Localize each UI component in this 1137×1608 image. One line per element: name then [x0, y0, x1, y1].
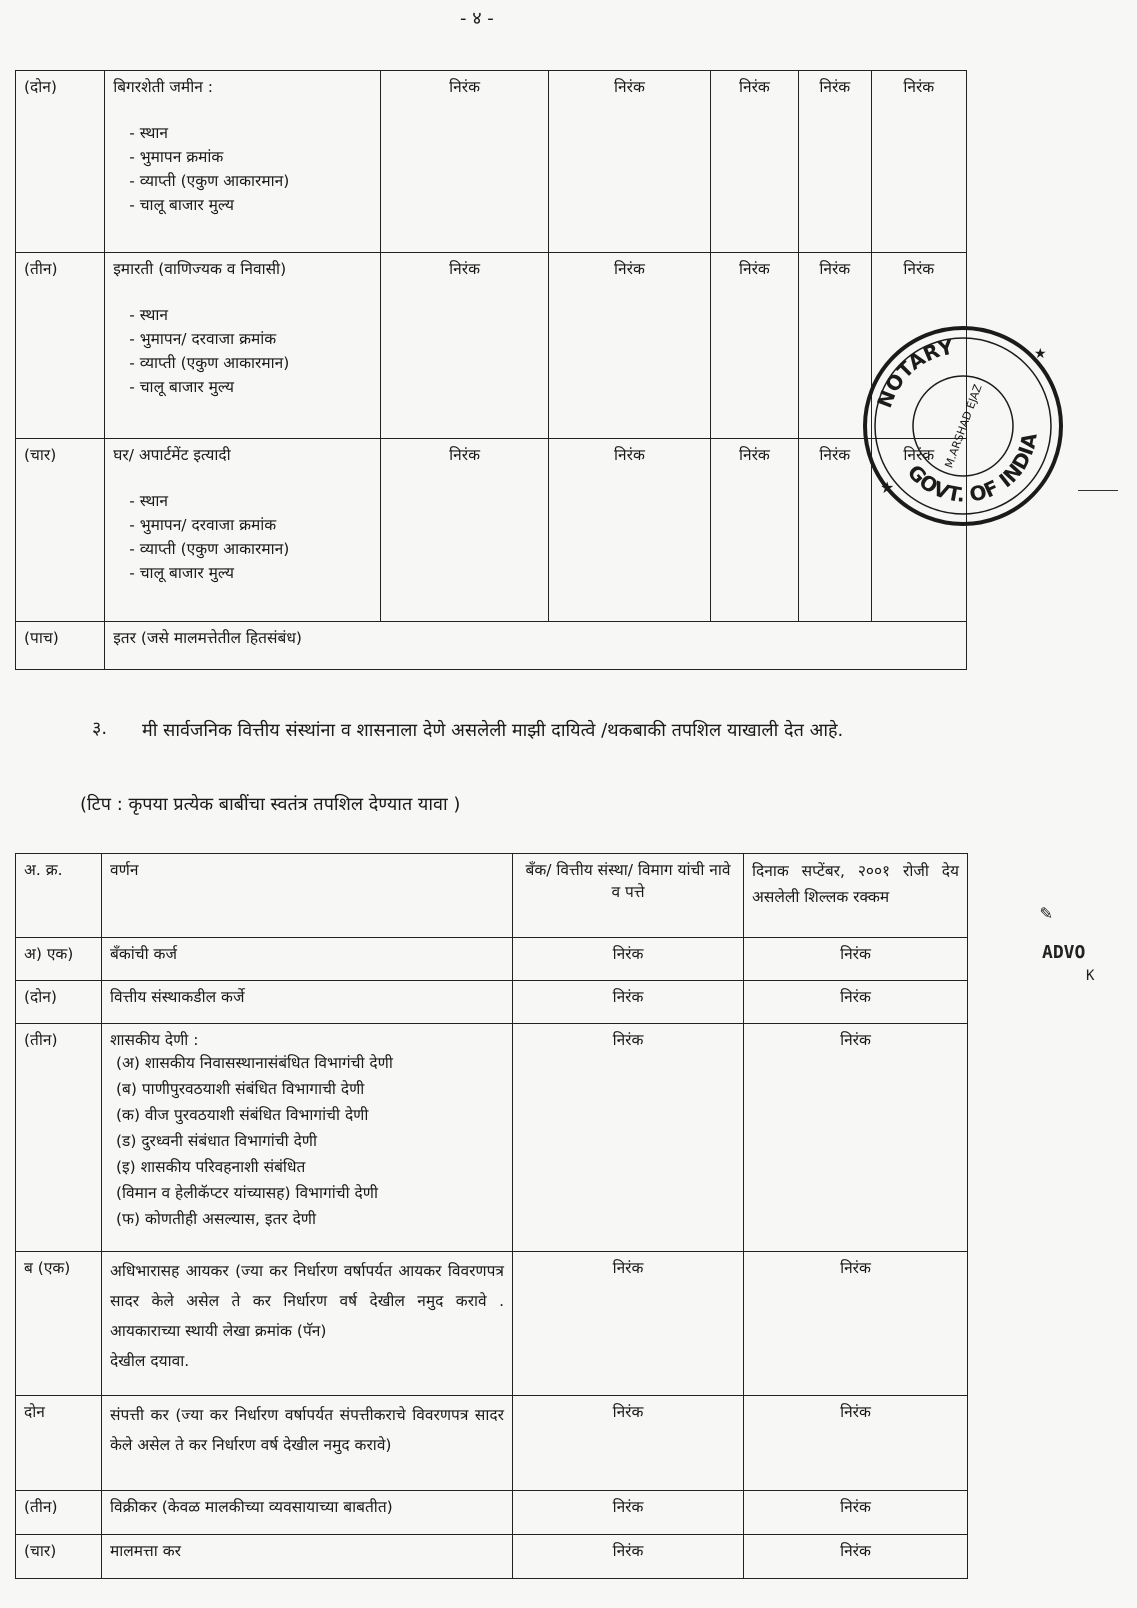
- svg-text:NOTARY: [872, 334, 956, 411]
- row-heading: शासकीय देणी :: [110, 1031, 199, 1049]
- section-3-paragraph: [92, 716, 862, 746]
- list-item: (क) वीज पुरवठयाशी संबंधित विभागांची देणी: [116, 1106, 369, 1124]
- stamp-bottom-text: GOVT. OF INDIA: [902, 431, 1042, 507]
- header-amount: दिनाक सप्टेंबर, २००१ रोजी देय असलेली शिल्लक रक्कम: [744, 854, 968, 938]
- value-cell: निरंक: [744, 1396, 968, 1491]
- header-serial: अ. क्र.: [16, 854, 102, 938]
- list-item: (ब) पाणीपुरवठयाशी संबंधित विभागाची देणी: [116, 1080, 365, 1098]
- value-cell: निरंक: [710, 439, 798, 622]
- row-description: विक्रीकर (केवळ मालकीच्या व्यवसायाच्या बाबतीत): [102, 1491, 513, 1535]
- star-icon: ★: [880, 478, 895, 497]
- value-cell: निरंक: [871, 71, 966, 253]
- value-cell: निरंक: [744, 1535, 968, 1579]
- list-item: (विमान व हेलीकॅप्टर यांच्यासह) विभागांची देणी: [116, 1184, 378, 1202]
- value-cell: निरंक: [798, 71, 871, 253]
- value-cell: निरंक: [871, 439, 966, 622]
- row-description: [102, 1024, 513, 1252]
- row-description: [102, 1252, 513, 1396]
- value-cell: निरंक: [871, 253, 966, 439]
- list-item: - भुमापन क्रमांक: [129, 145, 372, 169]
- row-heading: बिगरशेती जमीन :: [113, 78, 213, 96]
- section-number: ३.: [92, 718, 108, 739]
- assets-table: [15, 70, 967, 670]
- table-row: [16, 1024, 968, 1252]
- value-cell: निरंक: [744, 1252, 968, 1396]
- row-text-continued: देखील दयावा.: [110, 1352, 190, 1370]
- list-item: - स्थान: [129, 303, 372, 327]
- value-cell: निरंक: [710, 71, 798, 253]
- list-item: - व्याप्ती (एकुण आकारमान): [129, 537, 372, 561]
- table-row: [16, 1491, 968, 1535]
- value-cell: निरंक: [381, 71, 549, 253]
- value-cell: निरंक: [513, 981, 744, 1024]
- row-title: [105, 439, 381, 622]
- row-number: (तीन): [16, 253, 105, 439]
- list-item: (ड) दुरध्वनी संबंधात विभागांची देणी: [116, 1132, 318, 1150]
- table-row: [16, 439, 967, 622]
- margin-dash: [1078, 490, 1118, 491]
- value-cell: निरंक: [381, 253, 549, 439]
- liabilities-table: [15, 853, 968, 1579]
- table-header-row: [16, 854, 968, 938]
- value-cell: निरंक: [744, 1491, 968, 1535]
- row-title: [105, 71, 381, 253]
- row-number: (दोन): [16, 71, 105, 253]
- value-cell: निरंक: [549, 253, 711, 439]
- row-number: (तीन): [16, 1491, 102, 1535]
- table-row: [16, 253, 967, 439]
- value-cell: निरंक: [549, 71, 711, 253]
- star-icon: ★: [1034, 346, 1047, 362]
- row-title: इतर (जसे मालमत्तेतील हितसंबंध): [105, 622, 967, 670]
- header-bank: बॅंक/ वित्तीय संस्था/ विमाग यांची नावे व पत्ते: [513, 854, 744, 938]
- section-3-text: मी सार्वजनिक वित्तीय संस्थांना व शासनाला देणे असलेली माझी दायित्वे /थकबाकी तपशिल याखाली देत आहे.: [142, 720, 844, 741]
- value-cell: निरंक: [513, 1396, 744, 1491]
- section-3-note: (टिप : कृपया प्रत्येक बाबींचा स्वतंत्र तपशिल देण्यात यावा ): [80, 794, 461, 815]
- list-item: (फ) कोणतीही असल्यास, इतर देणी: [116, 1210, 317, 1228]
- row-number: (चार): [16, 1535, 102, 1579]
- side-mark-text-2: K: [1086, 968, 1095, 984]
- ink-mark-icon: ✎: [1040, 900, 1053, 924]
- list-item: - भुमापन/ दरवाजा क्रमांक: [129, 327, 372, 351]
- value-cell: निरंक: [744, 981, 968, 1024]
- list-item: (इ) शासकीय परिवहनाशी संबंधित: [116, 1158, 306, 1176]
- list-item: - व्याप्ती (एकुण आकारमान): [129, 351, 372, 375]
- value-cell: निरंक: [513, 1252, 744, 1396]
- table-row: [16, 1535, 968, 1579]
- value-cell: निरंक: [513, 1535, 744, 1579]
- row-text: अधिभारासह आयकर (ज्या कर निर्धारण वर्षापर्यत आयकर विवरणपत्र सादर केले असेल ते कर निर्धारण वर्ष देखील नमुद करावे . आयकाराच्या स्थायी लेखा क्रमांक (पॅन): [110, 1262, 504, 1340]
- row-description: मालमत्ता कर: [102, 1535, 513, 1579]
- list-item: - चालू बाजार मुल्य: [129, 375, 372, 399]
- value-cell: निरंक: [513, 1491, 744, 1535]
- notary-stamp-icon: [858, 318, 1068, 528]
- row-description: बॅंकांची कर्ज: [102, 938, 513, 981]
- row-number: (चार): [16, 439, 105, 622]
- row-number: (पाच): [16, 622, 105, 670]
- row-number: (तीन): [16, 1024, 102, 1252]
- side-mark-text: ADVO: [1042, 942, 1086, 963]
- value-cell: निरंक: [381, 439, 549, 622]
- row-description: संपत्ती कर (ज्या कर निर्धारण वर्षापर्यत संपत्तीकराचे विवरणपत्र सादर केले असेल ते कर निर्धारण वर्ष देखील नमुद करावे): [102, 1396, 513, 1491]
- value-cell: निरंक: [549, 439, 711, 622]
- row-number: अ) एक): [16, 938, 102, 981]
- value-cell: निरंक: [710, 253, 798, 439]
- value-cell: निरंक: [798, 439, 871, 622]
- row-description: वित्तीय संस्थाकडील कर्जे: [102, 981, 513, 1024]
- row-number: दोन: [16, 1396, 102, 1491]
- stamp-top-text: NOTARY: [872, 334, 956, 411]
- table-row: [16, 1252, 968, 1396]
- value-cell: निरंक: [513, 1024, 744, 1252]
- list-item: (अ) शासकीय निवासस्थानासंबंधित विभागंची देणी: [116, 1054, 393, 1072]
- list-item: - स्थान: [129, 121, 372, 145]
- row-title: [105, 253, 381, 439]
- value-cell: निरंक: [744, 1024, 968, 1252]
- list-item: - चालू बाजार मुल्य: [129, 193, 372, 217]
- row-heading: घर/ अपार्टमेंट इत्यादी: [113, 446, 231, 464]
- row-number: (दोन): [16, 981, 102, 1024]
- table-row: [16, 622, 967, 670]
- list-item: - चालू बाजार मुल्य: [129, 561, 372, 585]
- table-row: [16, 938, 968, 981]
- row-heading: इमारती (वाणिज्यक व निवासी): [113, 260, 287, 278]
- page-number: - ४ -: [460, 8, 494, 29]
- header-description: वर्णन: [102, 854, 513, 938]
- svg-text:GOVT. OF INDIA: [903, 431, 1042, 507]
- table-row: [16, 1396, 968, 1491]
- list-item: - व्याप्ती (एकुण आकारमान): [129, 169, 372, 193]
- value-cell: निरंक: [513, 938, 744, 981]
- row-number: ब (एक): [16, 1252, 102, 1396]
- value-cell: निरंक: [744, 938, 968, 981]
- list-item: - भुमापन/ दरवाजा क्रमांक: [129, 513, 372, 537]
- value-cell: निरंक: [798, 253, 871, 439]
- list-item: - स्थान: [129, 489, 372, 513]
- table-row: [16, 981, 968, 1024]
- table-row: [16, 71, 967, 253]
- stamp-name-text: M.ARSHAD EJAZ: [942, 382, 985, 470]
